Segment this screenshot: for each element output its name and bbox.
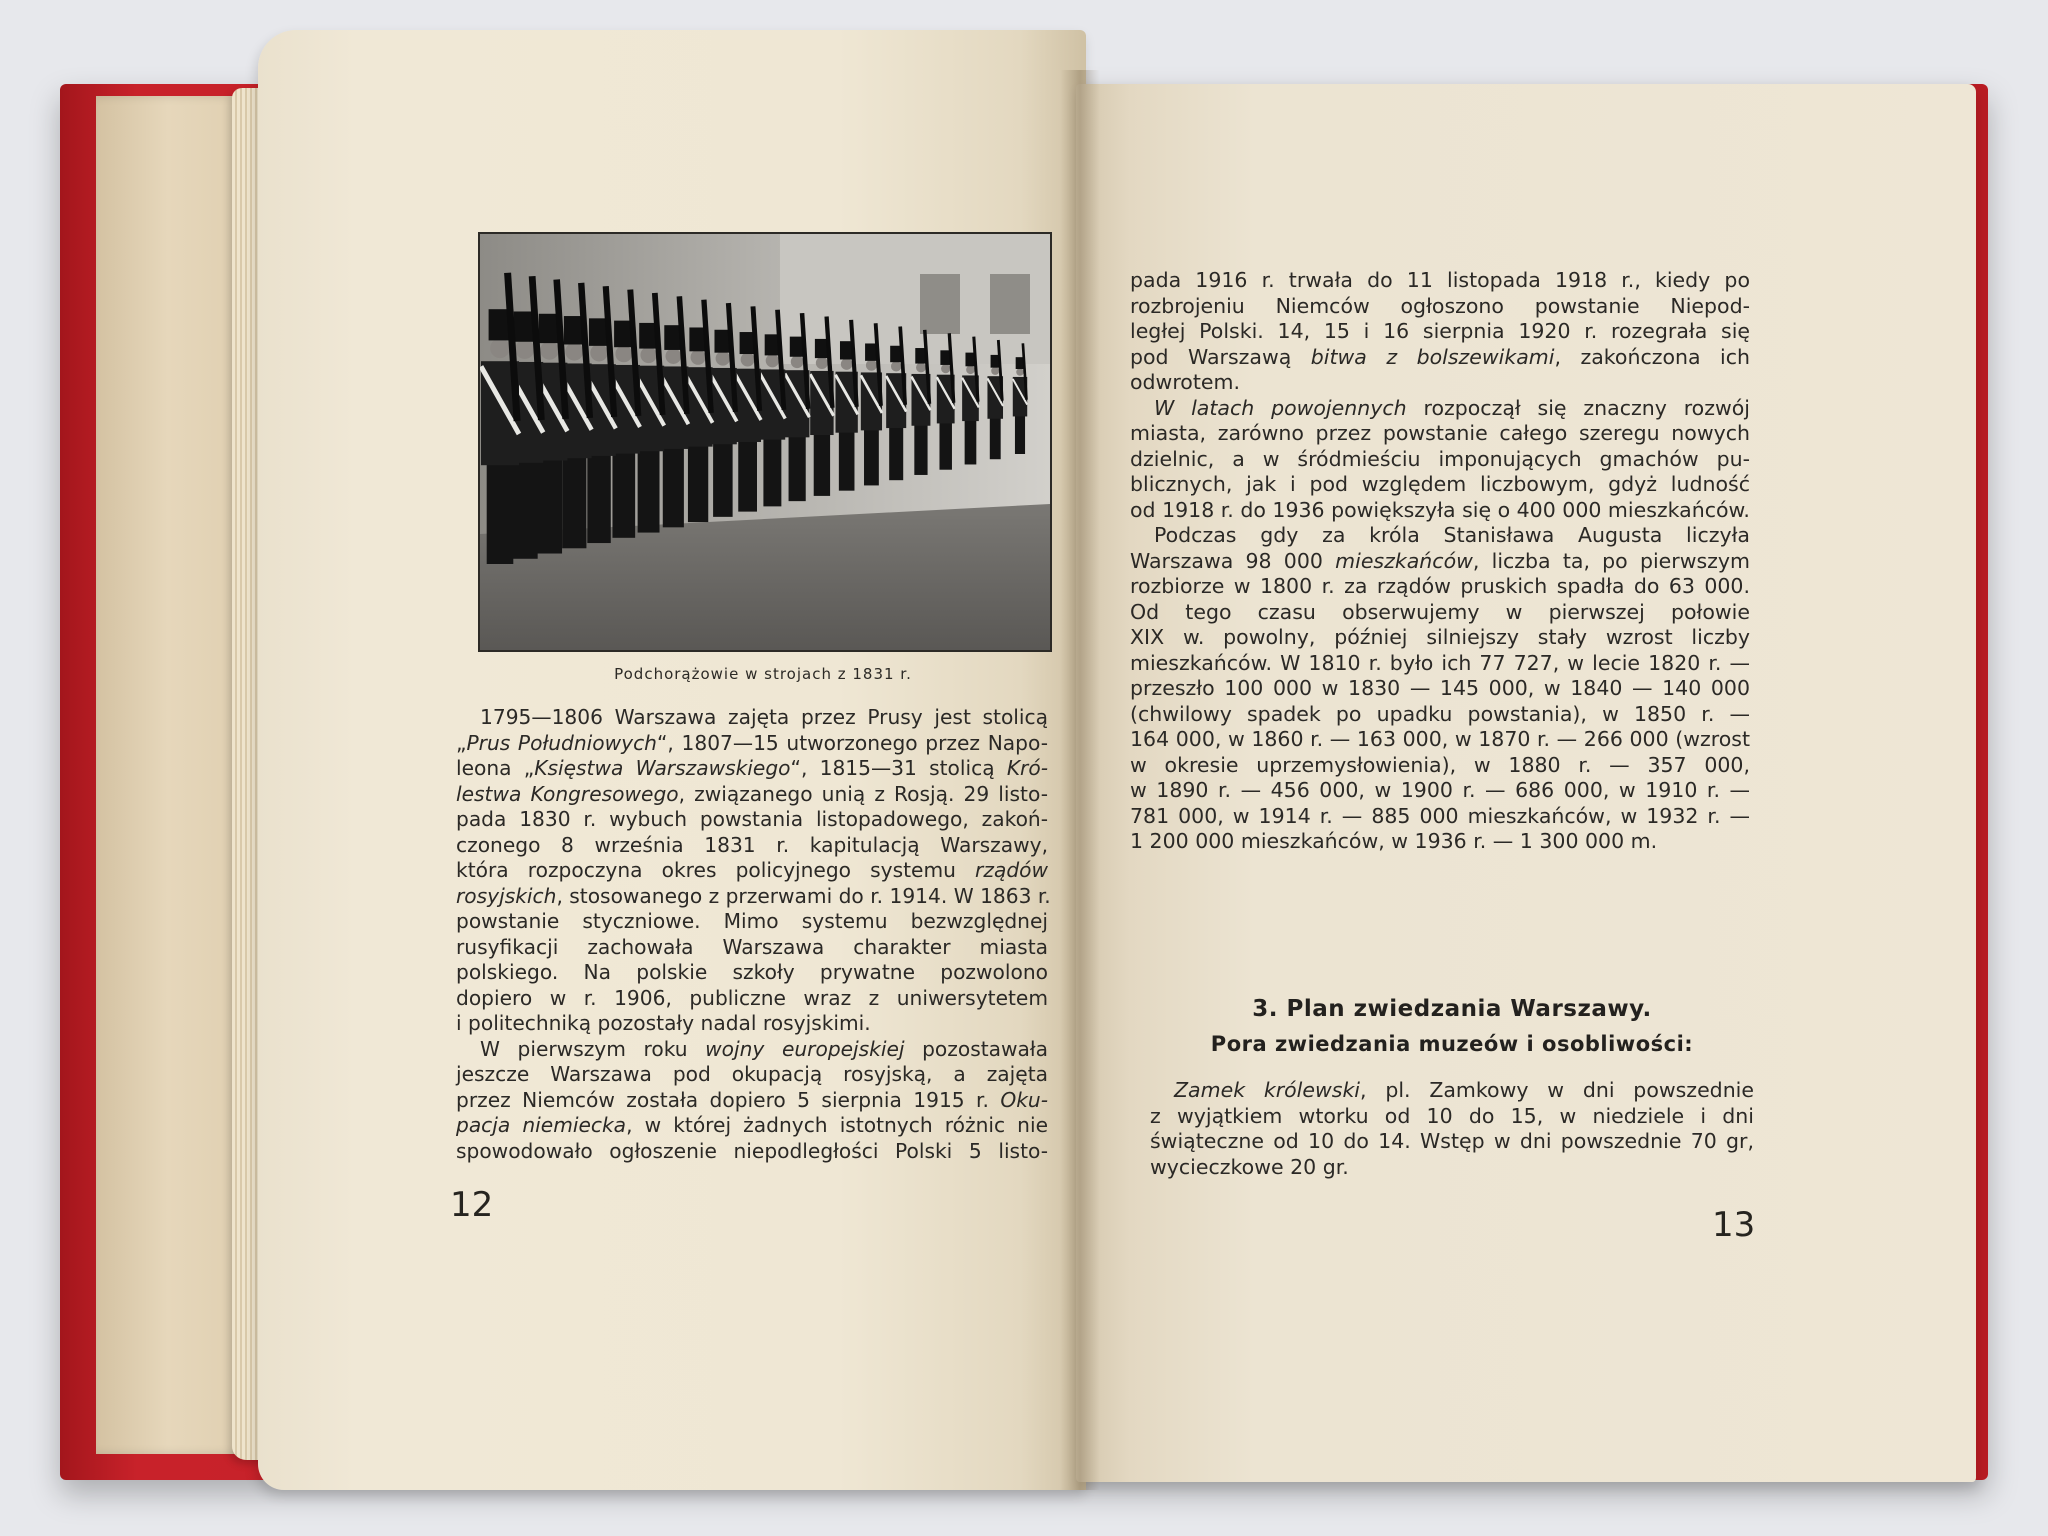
text-line [456, 731, 1048, 757]
text-line [1150, 1129, 1754, 1155]
text-segment: leona „ [456, 756, 535, 780]
text-segment: rozpoczął się znaczny rozwój [1406, 395, 1750, 420]
text-segment: 1795—1806 Warszawa zajęta przez Prusy jest stolicą [480, 705, 1048, 729]
text-segment: przeszło 100 000 w 1830 — 145 000, w 1840 — 140 000 [1130, 676, 1750, 700]
text-line [1130, 676, 1750, 702]
text-segment: blicznych, jak i pod względem liczbowym, gdyż ludność [1130, 472, 1750, 496]
text-segment: , związanego unią z Rosją. 29 listo- [678, 781, 1048, 806]
text-segment: spowodowało ogłoszenie niepodległości Polski 5 listo- [456, 1138, 1048, 1163]
text-line [456, 1139, 1048, 1165]
section-subheading: Pora zwiedzania muzeów i osobliwości: [1210, 1032, 1694, 1056]
text-segment: rusyfikacji zachowała Warszawa charakter miasta [456, 934, 1048, 959]
text-line [1130, 498, 1750, 524]
italic-segment: Zamek królewski [1174, 1078, 1361, 1102]
italic-segment: bitwa z bolszewikami [1310, 344, 1555, 369]
text-line [456, 1088, 1048, 1114]
text-line [1130, 829, 1750, 855]
text-segment: , zakończona ich [1554, 344, 1751, 369]
italic-segment: Księstwa Warszawskiego [534, 756, 791, 780]
text-line [1130, 651, 1750, 677]
text-segment: „ [456, 730, 467, 755]
text-line [456, 1113, 1048, 1139]
text-segment: pada 1830 r. wybuch powstania listopadowego, zakoń- [456, 807, 1048, 831]
text-segment: pozostawała [904, 1036, 1049, 1061]
text-line [456, 909, 1048, 935]
text-segment: mieszkańców. W 1810 r. było ich 77 727, w lecie 1820 r. — [1130, 650, 1750, 675]
text-line [456, 1011, 1048, 1037]
italic-segment: mieszkańców [1335, 548, 1473, 573]
text-line [1130, 804, 1750, 830]
text-segment: polskiego. Na polskie szkoły prywatne pozwolono [456, 960, 1048, 984]
italic-segment: Oku- [1000, 1087, 1048, 1112]
text-segment: 781 000, w 1914 r. — 885 000 mieszkańców, w 1932 r. — [1130, 803, 1750, 828]
italic-segment: Prus Południowych [466, 730, 657, 755]
page-number-right: 13 [1712, 1205, 1756, 1245]
text-segment: która rozpoczyna okres policyjnego systemu [456, 858, 976, 882]
text-segment: XIX w. powolny, później silniejszy stały wzrost liczby [1130, 625, 1750, 649]
text-line [1130, 702, 1750, 728]
italic-segment: rządów [975, 858, 1048, 882]
text-line [456, 756, 1048, 782]
text-segment: dzielnic, a w śródmieściu imponujących gmachów pu- [1130, 446, 1750, 471]
photo-caption: Podchorążowie w strojach z 1831 r. [614, 665, 912, 683]
text-segment: Podczas gdy za króla Stanisława Augusta liczyła [1154, 523, 1750, 547]
text-line [456, 960, 1048, 986]
italic-segment: Kró- [1006, 756, 1048, 780]
text-line [1130, 421, 1750, 447]
text-segment: jeszcze Warszawa pod okupacją rosyjską, a zajęta [456, 1062, 1048, 1086]
text-segment: , stosowanego z przerwami do r. 1914. W 1863 r. [556, 883, 1051, 908]
museum-hours-text [1150, 1078, 1754, 1180]
text-segment: w 1890 r. — 456 000, w 1900 r. — 686 000, w 1910 r. — [1130, 778, 1750, 802]
text-segment: czonego 8 września 1831 r. kapitulacją Warszawy, [456, 832, 1048, 857]
text-line [456, 782, 1048, 808]
text-segment: , pl. Zamkowy w dni powszednie [1360, 1078, 1754, 1102]
page-number-left: 12 [450, 1185, 494, 1225]
text-segment: pada 1916 r. trwała do 11 listopada 1918 r., kiedy po [1130, 268, 1750, 292]
text-segment: (chwilowy spadek po upadku powstania), w 1850 r. — [1130, 701, 1750, 726]
text-line [1130, 370, 1750, 396]
text-line [1130, 778, 1750, 804]
text-segment: rozbiorze w 1800 r. za rządów pruskich spadła do 63 000. [1130, 574, 1750, 598]
text-segment: rozbrojeniu Niemców ogłoszono powstanie Niepod- [1130, 293, 1750, 318]
italic-segment: rosyjskich [456, 883, 557, 908]
section-heading: 3. Plan zwiedzania Warszawy. [1252, 996, 1652, 1022]
right-page-body-text [1130, 268, 1750, 855]
italic-segment: W latach powojennych [1154, 395, 1407, 420]
text-line [1130, 319, 1750, 345]
text-segment: ległej Polski. 14, 15 i 16 sierpnia 1920 r. rozegrała się [1130, 319, 1750, 343]
text-line [1130, 345, 1750, 371]
text-line [456, 883, 1051, 910]
text-line [1130, 472, 1750, 498]
italic-segment: lestwa Kongresowego [456, 781, 679, 806]
text-line [456, 986, 1048, 1012]
text-segment: w okresie uprzemysłowienia), w 1880 r. — 357 000, [1130, 752, 1750, 777]
text-segment: 164 000, w 1860 r. — 163 000, w 1870 r. — 266 000 (wzrost [1130, 727, 1750, 751]
italic-segment: pacja niemiecka [456, 1113, 627, 1137]
text-line [456, 858, 1048, 884]
text-segment: , liczba ta, po pierwszym [1472, 548, 1751, 573]
text-segment: “, 1807—15 utworzonego przez Napo- [656, 730, 1048, 755]
text-segment: powstanie styczniowe. Mimo systemu bezwzględnej [456, 909, 1048, 933]
text-line [1130, 625, 1750, 651]
text-line [1130, 396, 1750, 422]
text-segment: przez Niemców została dopiero 5 sierpnia 1915 r. [456, 1087, 1001, 1112]
text-line [456, 1037, 1048, 1063]
text-line [1130, 447, 1750, 473]
cadets-photo-image [480, 234, 1050, 650]
text-segment: Od tego czasu obserwujemy w pierwszej połowie [1130, 599, 1750, 624]
text-segment: pod Warszawą [1130, 344, 1311, 369]
text-segment: od 1918 r. do 1936 powiększyła się o 400 000 mieszkańców. [1130, 497, 1750, 522]
text-segment: wycieczkowe 20 gr. [1150, 1154, 1349, 1179]
text-line [456, 807, 1048, 833]
text-segment: , w której żadnych istotnych różnic nie [626, 1113, 1049, 1137]
text-segment: W pierwszym roku [480, 1036, 706, 1061]
text-line [456, 935, 1048, 961]
left-page-body-text [456, 705, 1051, 1164]
text-segment: odwrotem. [1130, 370, 1240, 394]
text-line [1150, 1104, 1754, 1130]
text-segment: świąteczne od 10 do 14. Wstęp w dni powszednie 70 gr, [1150, 1129, 1754, 1153]
text-segment: “, 1815—31 stolicą [790, 756, 1007, 780]
italic-segment: wojny europejskiej [705, 1036, 905, 1061]
cadets-photo [478, 232, 1052, 652]
text-line [1130, 574, 1750, 600]
text-line [1130, 549, 1750, 575]
text-segment: i politechniką pozostały nadal rosyjskimi. [456, 1011, 871, 1035]
text-segment: Warszawa 98 000 [1130, 548, 1336, 573]
text-line [1150, 1155, 1754, 1181]
text-segment: dopiero w r. 1906, publiczne wraz z uniwersytetem [456, 985, 1048, 1010]
text-line [1130, 727, 1750, 753]
book-gutter [1060, 70, 1100, 1490]
text-line [1130, 523, 1750, 549]
text-line [1130, 294, 1750, 320]
text-line [1130, 600, 1750, 626]
text-segment: 1 200 000 mieszkańców, w 1936 r. — 1 300 000 m. [1130, 829, 1658, 853]
text-segment: miasta, zarówno przez powstanie całego szeregu nowych [1130, 421, 1750, 445]
text-line [456, 1062, 1048, 1088]
text-line [456, 705, 1048, 731]
text-line [456, 833, 1048, 859]
text-line [1150, 1078, 1754, 1104]
text-line [1130, 268, 1750, 294]
text-segment: z wyjątkiem wtorku od 10 do 15, w niedziele i dni [1150, 1103, 1754, 1128]
text-line [1130, 753, 1750, 779]
